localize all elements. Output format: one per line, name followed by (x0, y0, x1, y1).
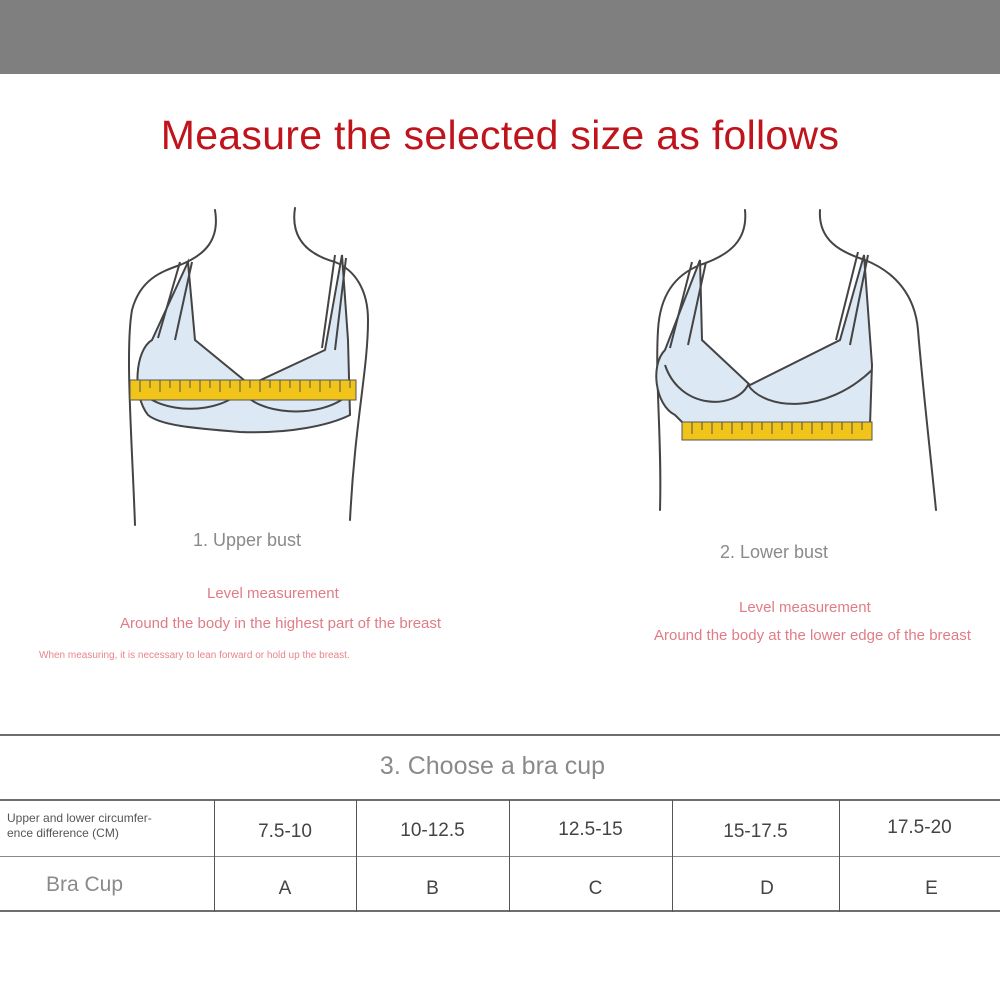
measuring-tape (682, 422, 872, 440)
upper-bust-description: Around the body in the highest part of the breast (120, 615, 442, 632)
measuring-tape (130, 380, 356, 400)
cup-cell: C (588, 878, 603, 899)
table-bottom-border (0, 910, 1000, 912)
cup-cell: A (278, 878, 292, 899)
page-title: Measure the selected size as follows (160, 112, 840, 158)
upper-bust-figure (120, 200, 370, 530)
upper-bust-note: When measuring, it is necessary to lean forward or hold up the breast. (39, 650, 350, 661)
cup-cell: D (760, 878, 774, 899)
cup-cell: B (426, 878, 439, 899)
circumference-difference-label: Upper and lower circumfer- ence difference (CM) (7, 811, 152, 840)
lower-bust-figure (640, 200, 940, 520)
upper-bust-caption: 1. Upper bust (193, 530, 302, 550)
range-cell: 12.5-15 (558, 819, 623, 840)
range-cell: 10-12.5 (400, 820, 465, 841)
bra-cup-label: Bra Cup (46, 873, 124, 896)
lower-bust-description: Around the body at the lower edge of the breast (654, 627, 971, 644)
cup-cell: E (925, 878, 938, 899)
table-row-divider (0, 856, 1000, 857)
lower-bust-illustration (640, 200, 940, 520)
cup-section-heading: 3. Choose a bra cup (379, 752, 606, 780)
range-cell: 15-17.5 (723, 821, 788, 842)
range-cell: 17.5-20 (887, 817, 952, 838)
table-top-border (0, 734, 1000, 736)
lower-bust-level: Level measurement (739, 599, 871, 616)
table-header-border (0, 799, 1000, 801)
upper-bust-illustration (120, 200, 370, 530)
upper-bust-level: Level measurement (207, 585, 339, 602)
range-cell: 7.5-10 (258, 821, 312, 842)
header-bar (0, 0, 1000, 74)
lower-bust-caption: 2. Lower bust (720, 542, 829, 562)
